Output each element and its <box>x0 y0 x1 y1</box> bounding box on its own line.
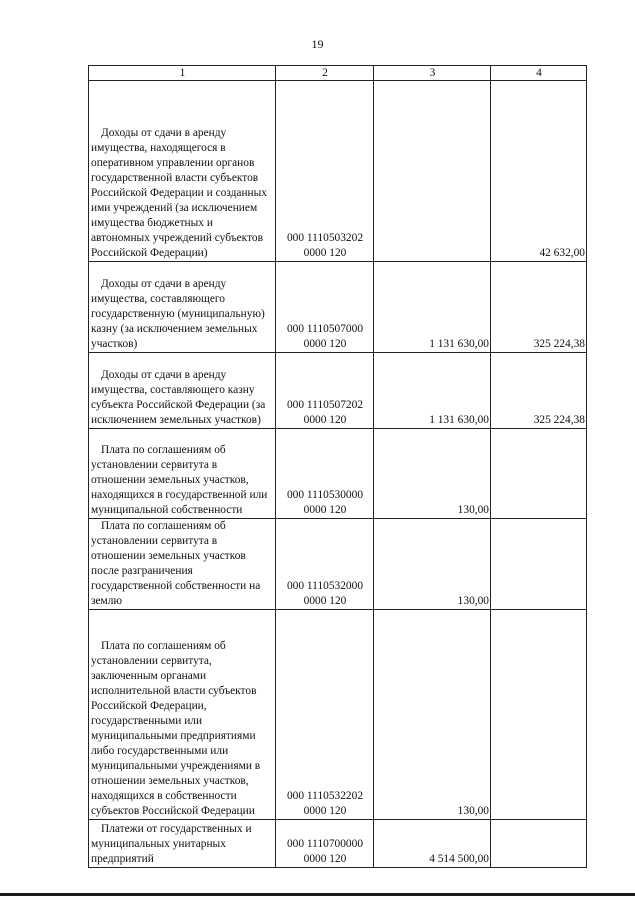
budget-code-line: 000 1110700000 <box>286 838 364 850</box>
budget-code-cell <box>276 262 374 353</box>
amount-cell-col4 <box>491 610 587 820</box>
budget-code-line: 0000 120 <box>303 414 347 426</box>
revenue-name-cell: Плата по соглашениям об установлении сервитута в отношении земельных участков после разграничения государственной собственности на землю <box>89 519 276 610</box>
budget-code-cell <box>276 610 374 820</box>
budget-code-line: 000 1110530000 <box>286 489 364 501</box>
budget-code-line: 0000 120 <box>303 504 347 516</box>
budget-code-line: 0000 120 <box>303 853 347 865</box>
amount-cell-col3: 4 514 500,00 <box>374 820 491 868</box>
table-row <box>89 429 587 519</box>
amount-cell-col3: 130,00 <box>374 519 491 610</box>
budget-code-cell <box>276 81 374 262</box>
budget-code-line: 000 1110503202 <box>286 232 364 244</box>
table-row <box>89 820 587 868</box>
amount-cell-col4 <box>491 429 587 519</box>
amount-cell-col4: 325 224,38 <box>491 353 587 429</box>
table-row <box>89 610 587 820</box>
table-header-row <box>89 66 587 81</box>
amount-cell-col3: 130,00 <box>374 610 491 820</box>
amount-cell-col3: 1 131 630,00 <box>374 262 491 353</box>
budget-code-line: 000 1110507000 <box>286 323 364 335</box>
column-header-1: 1 <box>89 66 276 81</box>
budget-code-line: 0000 120 <box>303 338 347 350</box>
budget-code-cell <box>276 519 374 610</box>
revenue-name-cell: Доходы от сдачи в аренду имущества, составляющего казну субъекта Российской Федерации (за исключением земельных участков) <box>89 353 276 429</box>
column-header-4: 4 <box>491 66 587 81</box>
table-row <box>89 353 587 429</box>
revenue-name-cell: Платежи от государственных и муниципальных унитарных предприятий <box>89 820 276 868</box>
revenue-name-cell: Плата по соглашениям об установлении сервитута в отношении земельных участков, находящихся в государственной или муниципальной собственности <box>89 429 276 519</box>
budget-code-line: 0000 120 <box>303 595 347 607</box>
revenue-name-cell: Доходы от сдачи в аренду имущества, находящегося в оперативном управлении органов государственной власти субъектов Российской Федерации и созданных ими учреждений (за исключением имущества бюджетных и автономных учреждений субъектов Российской Федерации) <box>89 81 276 262</box>
budget-code-cell <box>276 353 374 429</box>
scan-edge-rule <box>0 893 635 896</box>
amount-cell-col4 <box>491 820 587 868</box>
revenue-name-cell: Доходы от сдачи в аренду имущества, составляющего государственную (муниципальную) казну (за исключением земельных участков) <box>89 262 276 353</box>
column-header-3: 3 <box>374 66 491 81</box>
budget-revenue-table <box>88 65 587 868</box>
budget-code-line: 000 1110532202 <box>286 790 364 802</box>
budget-code-cell <box>276 820 374 868</box>
budget-code-line: 000 1110507202 <box>286 399 364 411</box>
amount-cell-col3 <box>374 81 491 262</box>
budget-code-line: 0000 120 <box>303 247 347 259</box>
table-row <box>89 519 587 610</box>
page-number: 19 <box>311 37 324 51</box>
budget-code-line: 000 1110532000 <box>286 580 364 592</box>
amount-cell-col3: 1 131 630,00 <box>374 353 491 429</box>
amount-cell-col4 <box>491 519 587 610</box>
revenue-name-cell: Плата по соглашениям об установлении сервитута, заключенным органами исполнительной власти субъектов Российской Федерации, государственными или муниципальными предприятиями либо государственными или муниципальными учреждениями в отношении земельных участков, находящихся в собственности субъектов Российской Федерации <box>89 610 276 820</box>
budget-code-cell <box>276 429 374 519</box>
table-row <box>89 81 587 262</box>
budget-code-line: 0000 120 <box>303 805 347 817</box>
amount-cell-col4: 325 224,38 <box>491 262 587 353</box>
column-header-2: 2 <box>276 66 374 81</box>
amount-cell-col4: 42 632,00 <box>491 81 587 262</box>
amount-cell-col3: 130,00 <box>374 429 491 519</box>
table-row <box>89 262 587 353</box>
